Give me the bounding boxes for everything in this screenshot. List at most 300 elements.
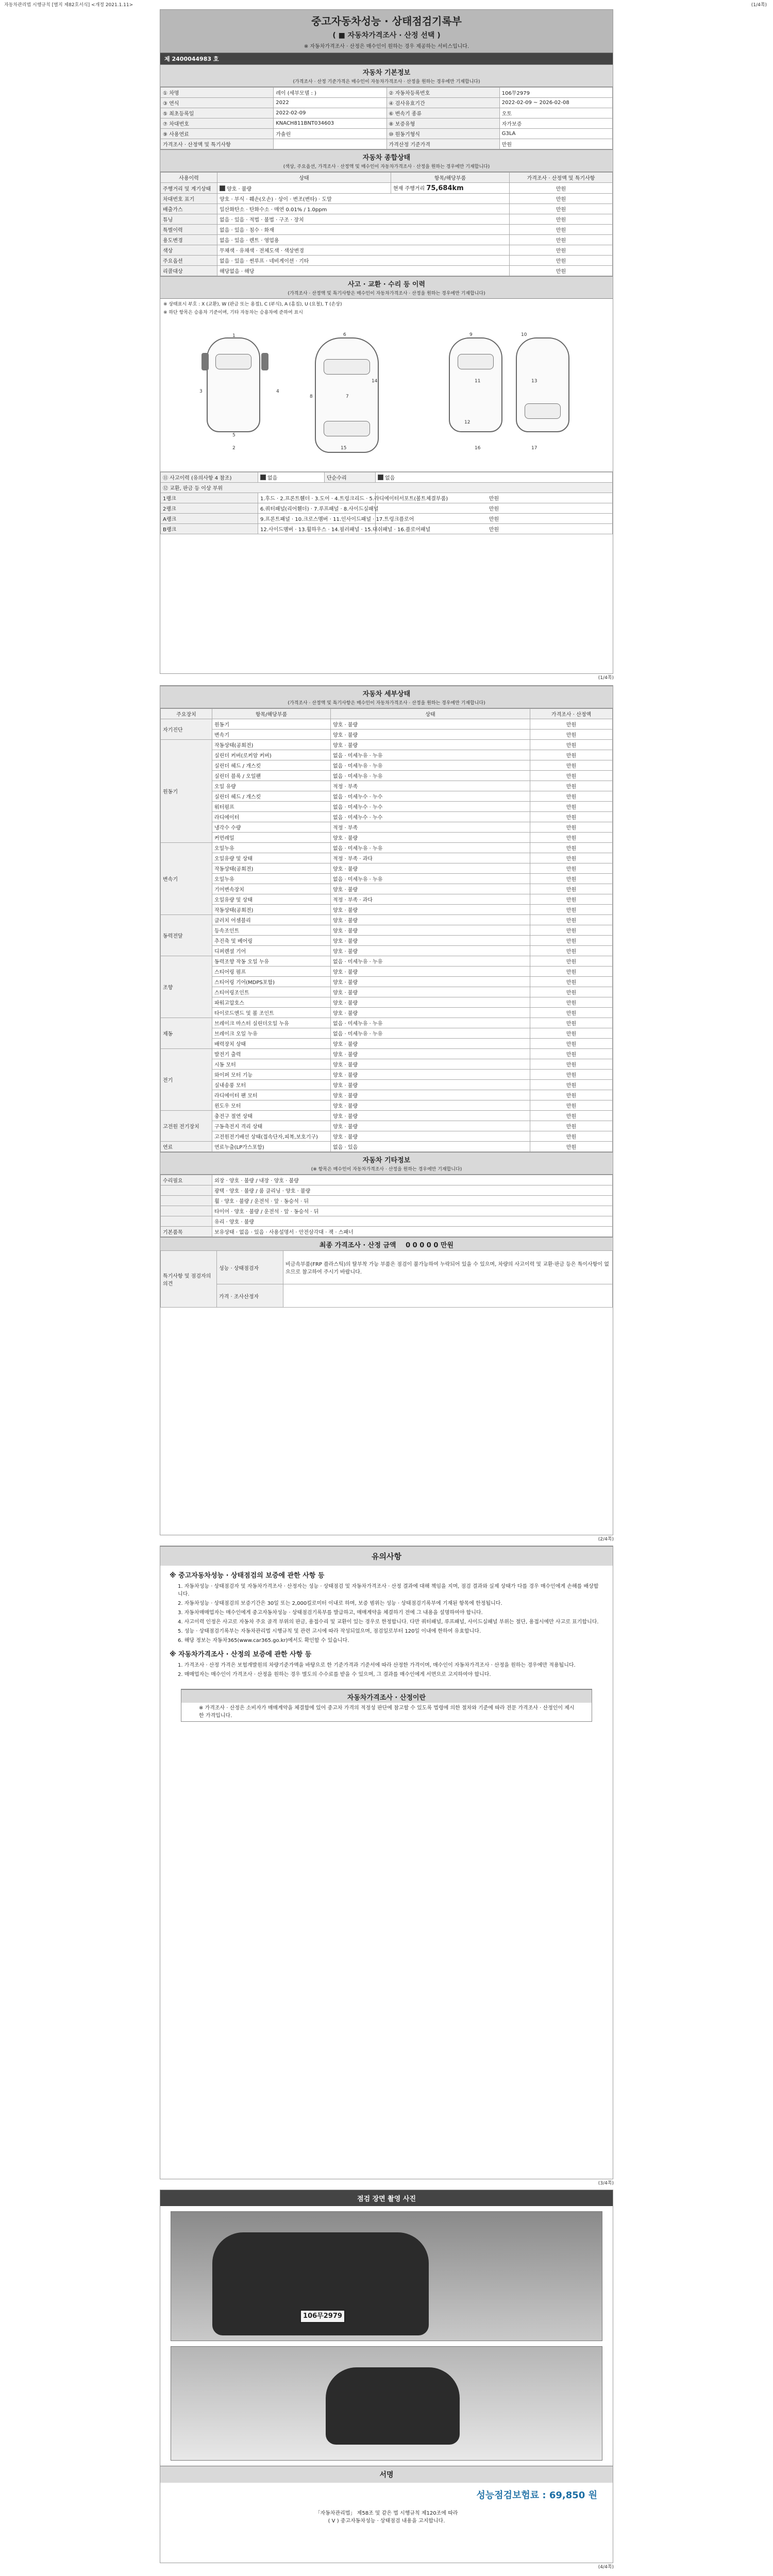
overall-table	[160, 172, 613, 276]
detail-row	[161, 1039, 613, 1049]
car-frame-front	[449, 337, 502, 432]
other-value: 보유상태 · 없음 · 있음 · 사용설명서 · 안전삼각대 · 잭 · 스패너	[212, 1227, 613, 1237]
basic-value: 자가보증	[499, 118, 612, 129]
detail-item: 발전기 출력	[212, 1049, 331, 1059]
appraisal-definition-box	[181, 1689, 592, 1722]
detail-group: 자기진단	[161, 719, 212, 740]
detail-item: 실린더 헤드 / 개스킷	[212, 791, 331, 802]
detail-state: 양호 · 불량	[331, 1070, 530, 1080]
detail-amount: 만원	[530, 853, 613, 863]
detail-item: 라디에이터	[212, 812, 331, 822]
detail-item: 원동기	[212, 719, 331, 730]
detail-item: 변속기	[212, 730, 331, 740]
detail-group: 제동	[161, 1018, 212, 1049]
detail-state: 없음 · 미세누유 · 누유	[331, 843, 530, 853]
notice-paragraph: 5. 성능 · 상태점검기록부는 자동차관리법 시행규칙 및 관련 고시에 따라 작성되었으며, 점검일로부터 120일 이내에 한하여 유효합니다.	[178, 1629, 481, 1634]
page-4	[160, 2190, 614, 2570]
detail-amount: 만원	[530, 771, 613, 781]
detail-row	[161, 1028, 613, 1039]
detail-state: 양호 · 불량	[331, 967, 530, 977]
detail-row	[161, 1070, 613, 1080]
overall-col-header: 상태	[217, 173, 391, 183]
detail-amount: 만원	[530, 987, 613, 997]
detail-amount: 만원	[530, 1018, 613, 1028]
overall-state: 없음 · 있음 · 썬루프 · 네비게이션 · 기타	[217, 256, 510, 266]
detail-row	[161, 1080, 613, 1090]
notice-paragraphs-1	[160, 1583, 613, 1645]
appraiser-label: 가격 · 조사산정자	[217, 1284, 283, 1308]
detail-amount: 만원	[530, 1028, 613, 1039]
signature-title: 서명	[160, 2466, 613, 2483]
detail-row	[161, 987, 613, 997]
document-number	[160, 53, 613, 64]
basic-value	[274, 139, 386, 149]
detail-item: 추진축 및 베어링	[212, 936, 331, 946]
final-price-amount: 0 0 0 0 0 만원	[406, 1242, 454, 1249]
notice-paragraph: 1. 자동차성능 · 상태점검자 및 자동차가격조사 · 산정자는 성능 · 상태점검 및 자동차가격조사 · 산정 결과에 대해 책임을 지며, 점검 결과와 실제 상태가 다를 경우 매수인에게 손해를 배상합니다.	[178, 1584, 599, 1597]
detail-row	[161, 1018, 613, 1028]
overall-label: 용도변경	[161, 235, 217, 245]
rank-amount: 만원	[376, 514, 613, 524]
other-value: 타이어 · 양호 · 불량 / 운전석 · 앞 · 동승석 · 뒤	[212, 1206, 613, 1216]
detail-row	[161, 822, 613, 833]
detail-item: 오일유량 및 상태	[212, 894, 331, 905]
detail-item: 오일유량 및 상태	[212, 853, 331, 863]
detail-note: (가격조사 · 산정액 및 특기사항은 매수인이 자동차가격조사 · 산정을 원하는 경우에만 기재합니다)	[160, 699, 613, 708]
overall-label: 차대번호 표기	[161, 194, 217, 204]
rank-row	[161, 493, 613, 503]
detail-row	[161, 781, 613, 791]
basic-row	[161, 88, 613, 98]
page-number-1: (1/4쪽)	[598, 675, 614, 681]
overall-state: 없음 · 있음 · 침수 · 화재	[217, 225, 510, 235]
other-title: 자동차 기타정보	[160, 1152, 613, 1165]
diagram-part-number: 3	[199, 389, 203, 394]
detail-row	[161, 730, 613, 740]
notice-title: 유의사항	[160, 1546, 613, 1566]
detail-row	[161, 884, 613, 894]
detail-amount: 만원	[530, 956, 613, 967]
overall-state: 해당없음 · 해당	[217, 266, 510, 276]
detail-state: 양호 · 불량	[331, 977, 530, 987]
detail-item: 워터펌프	[212, 802, 331, 812]
detail-row	[161, 1059, 613, 1070]
diagram-part-number: 10	[521, 332, 527, 337]
detail-group: 전기	[161, 1049, 212, 1111]
basic-value: 레이 (세부모델 : )	[274, 88, 386, 98]
detail-state: 양호 · 불량	[331, 740, 530, 750]
detail-row	[161, 719, 613, 730]
basic-label: ④ 검사유효기간	[386, 98, 499, 108]
overall-note: (색상, 주요옵션, 가격조사 · 산정액 및 매수인이 자동차가격조사 · 산정을 원하는 경우에만 기재합니다)	[160, 163, 613, 172]
overall-state: 양호 · 부식 · 훼손(오손) · 상이 · 변조(변타) · 도말	[217, 194, 510, 204]
overall-row	[161, 194, 613, 204]
detail-amount: 만원	[530, 1090, 613, 1100]
diagram-part-number: 7	[346, 394, 349, 399]
detail-item: 동력조향 작동 오일 누유	[212, 956, 331, 967]
page-number-2: (2/4쪽)	[598, 1537, 614, 1542]
other-value: 광택 · 양호 · 불량 / 룸 클리닝 · 양호 · 불량	[212, 1185, 613, 1196]
rank-amount: 만원	[376, 493, 613, 503]
page-2	[160, 685, 614, 1542]
car-diagram	[160, 317, 613, 472]
appraiser-comment	[283, 1284, 613, 1308]
document-subtitle: ( ■ 자동차가격조사 · 산정 선택 )	[332, 31, 441, 40]
license-plate: 106무2979	[300, 2310, 345, 2323]
detail-amount: 만원	[530, 1070, 613, 1080]
roof-glass-front	[324, 359, 370, 375]
repair-value: 없음	[376, 472, 613, 483]
detail-row	[161, 1090, 613, 1100]
detail-row	[161, 740, 613, 750]
overall-col-header: 가격조사 · 산정액 및 특기사항	[510, 173, 613, 183]
overall-amount: 만원	[510, 235, 613, 245]
rank-row	[161, 524, 613, 534]
detail-group: 원동기	[161, 740, 212, 843]
detail-state: 양호 · 불량	[331, 1008, 530, 1018]
basic-value: 2022-02-09 ~ 2026-02-08	[499, 98, 612, 108]
detail-amount: 만원	[530, 1131, 613, 1142]
detail-item: 스티어링 기어(MDPS포함)	[212, 977, 331, 987]
detail-item: 작동상태(공회전)	[212, 863, 331, 874]
detail-amount: 만원	[530, 1111, 613, 1121]
detail-state: 없음 · 미세누유 · 누유	[331, 1018, 530, 1028]
detail-row	[161, 1049, 613, 1059]
rank-amount: 만원	[376, 524, 613, 534]
basic-label: 가격조사 · 산정액 및 특기사항	[161, 139, 274, 149]
accident-summary-table	[160, 472, 613, 534]
roof-glass-rear	[324, 421, 370, 436]
detail-amount: 만원	[530, 977, 613, 987]
detail-amount: 만원	[530, 1142, 613, 1152]
detail-state: 양호 · 불량	[331, 936, 530, 946]
overall-amount: 만원	[510, 256, 613, 266]
diagram-part-number: 14	[372, 379, 378, 384]
form-page-indicator: (1/4쪽)	[751, 3, 767, 8]
car-photo-lift	[326, 2367, 460, 2445]
detail-item: 실린더 헤드 / 개스킷	[212, 760, 331, 771]
page-1	[160, 9, 614, 681]
basic-label: ⑦ 차대번호	[161, 118, 274, 129]
car-front-view	[207, 337, 260, 432]
detail-row	[161, 1142, 613, 1152]
detail-item: 커먼레일	[212, 833, 331, 843]
basic-row	[161, 108, 613, 118]
basic-label: ⑩ 원동기형식	[386, 129, 499, 139]
basic-row	[161, 118, 613, 129]
basic-label: ② 자동차등록번호	[386, 88, 499, 98]
accident-history-value: 없음	[258, 472, 325, 483]
notice-paragraph: 1. 가격조사 · 산정 가격은 보험개발원의 차량기준가액을 바탕으로 한 기준가격과 기준서에 따라 산정한 가격이며, 매수인이 자동차가격조사 · 산정을 원하는 경우에만 적용됩니다.	[178, 1663, 576, 1668]
form-legal-basis: 자동차관리법 시행규칙 [별지 제82호서식] <개정 2021.1.11>	[4, 3, 133, 8]
other-table	[160, 1175, 613, 1237]
detail-amount: 만원	[530, 997, 613, 1008]
detail-state: 적정 · 부족 · 과다	[331, 894, 530, 905]
detail-amount: 만원	[530, 905, 613, 915]
detail-state: 양호 · 불량	[331, 905, 530, 915]
detail-amount: 만원	[530, 1008, 613, 1018]
detail-col-header: 가격조사 · 산정액	[530, 709, 613, 719]
detail-item: 오일누유	[212, 843, 331, 853]
detail-row	[161, 863, 613, 874]
detail-row	[161, 1121, 613, 1131]
overall-amount: 만원	[510, 245, 613, 256]
detail-group: 동력전달	[161, 915, 212, 956]
rank-label: A랭크	[161, 514, 258, 524]
detail-state: 양호 · 불량	[331, 915, 530, 925]
notice-paragraph: 2. 매매업자는 매수인이 가격조사 · 산정을 원하는 경우 별도의 수수료를 받을 수 있으며, 그 결과를 매수인에게 서면으로 고지하여야 합니다.	[178, 1672, 491, 1677]
other-label: 수리필요	[161, 1175, 212, 1185]
overall-title: 자동차 종합상태	[160, 149, 613, 163]
basic-label: ⑧ 보증유형	[386, 118, 499, 129]
detail-item: 타이로드엔드 및 볼 조인트	[212, 1008, 331, 1018]
detail-state: 양호 · 불량	[331, 1121, 530, 1131]
detail-item: 배력장치 상태	[212, 1039, 331, 1049]
detail-group: 변속기	[161, 843, 212, 915]
detail-amount: 만원	[530, 863, 613, 874]
detail-state: 양호 · 불량	[331, 1059, 530, 1070]
frame-panel	[458, 354, 494, 369]
other-note: (※ 항목은 매수인이 자동차가격조사 · 산정을 원하는 경우에만 기재합니다)	[160, 1165, 613, 1175]
mileage-value: 75,684km	[426, 184, 464, 192]
detail-row	[161, 760, 613, 771]
detail-amount: 만원	[530, 874, 613, 884]
rank-row	[161, 514, 613, 524]
detail-row	[161, 967, 613, 977]
basic-value: G3LA	[499, 129, 612, 139]
overall-state: 없음 · 있음 · 렌트 · 영업용	[217, 235, 510, 245]
other-label: 기본품목	[161, 1227, 212, 1237]
diagram-part-number: 9	[469, 332, 473, 337]
mileage-label: 주행거리 및 계기상태	[161, 183, 217, 194]
detail-amount: 만원	[530, 781, 613, 791]
document-header	[160, 10, 613, 53]
rank-label: 1랭크	[161, 493, 258, 503]
detail-amount: 만원	[530, 1049, 613, 1059]
detail-state: 양호 · 불량	[331, 925, 530, 936]
detail-amount: 만원	[530, 750, 613, 760]
page-number-3: (3/4쪽)	[598, 2181, 614, 2186]
rank-label: B랭크	[161, 524, 258, 534]
diagram-part-number: 4	[276, 389, 279, 394]
basic-row	[161, 129, 613, 139]
detail-item: 등속조인트	[212, 925, 331, 936]
detail-amount: 만원	[530, 791, 613, 802]
detail-table	[160, 708, 613, 1152]
detail-group: 연료	[161, 1142, 212, 1152]
detail-col-header: 항목/해당부품	[212, 709, 331, 719]
fee-label: 성능점검보험료 :	[476, 2490, 546, 2501]
final-table	[160, 1250, 613, 1308]
detail-state: 없음 · 미세누수 · 누수	[331, 802, 530, 812]
appraisal-definition-title: 자동차가격조사 · 산정이란	[181, 1689, 592, 1703]
detail-item: 작동상태(공회전)	[212, 740, 331, 750]
rank-amount: 만원	[376, 503, 613, 514]
detail-state: 없음 · 미세누수 · 누수	[331, 812, 530, 822]
detail-state: 양호 · 불량	[331, 1111, 530, 1121]
detail-state: 양호 · 불량	[331, 997, 530, 1008]
detail-state: 양호 · 불량	[331, 863, 530, 874]
overall-row	[161, 225, 613, 235]
detail-state: 적정 · 부족 · 과다	[331, 853, 530, 863]
detail-row	[161, 977, 613, 987]
basic-label: ⑥ 변속기 종류	[386, 108, 499, 118]
basic-value: 만원	[499, 139, 612, 149]
other-row	[161, 1206, 613, 1216]
legal-footer-line-2: ( V ) 중고자동차성능 · 상태점검 내용을 고지합니다.	[328, 2518, 445, 2524]
detail-row	[161, 874, 613, 884]
detail-state: 양호 · 불량	[331, 1131, 530, 1142]
inspector-label: 성능 · 상태점검자	[217, 1251, 283, 1284]
other-row	[161, 1227, 613, 1237]
detail-group: 고전원 전기장치	[161, 1111, 212, 1142]
overall-col-header: 항목/해당부품	[391, 173, 510, 183]
detail-item: 라디에이터 팬 모터	[212, 1090, 331, 1100]
accident-legend-2: ※ 하단 항목은 승용차 기준이며, 기타 자동차는 승용차에 준하여 표시	[163, 310, 303, 315]
detail-amount: 만원	[530, 719, 613, 730]
detail-amount: 만원	[530, 822, 613, 833]
accident-legend: ※ 상태표시 부호 : X (교환), W (판금 또는 용접), C (부식), A (흠집), U (요철), T (손상)	[163, 302, 342, 307]
other-value: 유리 · 양호 · 불량	[212, 1216, 613, 1227]
detail-col-header: 상태	[331, 709, 530, 719]
detail-item: 브레이크 마스터 실린더오일 누유	[212, 1018, 331, 1028]
detail-row	[161, 1100, 613, 1111]
detail-row	[161, 997, 613, 1008]
detail-state: 양호 · 불량	[331, 1100, 530, 1111]
detail-group: 조향	[161, 956, 212, 1018]
detail-state: 양호 · 불량	[331, 884, 530, 894]
detail-row	[161, 812, 613, 822]
rank-parts: 12.사이드멤버 · 13.휠하우스 · 14.필러패널 · 15.대쉬패널 · 16.플로어패널	[258, 524, 376, 534]
detail-state: 없음 · 미세누수 · 누수	[331, 791, 530, 802]
basic-label: 가격산정 기준가격	[386, 139, 499, 149]
detail-amount: 만원	[530, 1059, 613, 1070]
inspection-fee	[160, 2483, 613, 2506]
basic-row	[161, 139, 613, 149]
overall-row	[161, 245, 613, 256]
document-title: 중고자동차성능 · 상태점검기록부	[311, 15, 462, 27]
basic-value: 2022-02-09	[274, 108, 386, 118]
other-label	[161, 1216, 212, 1227]
form-header-line	[0, 0, 773, 7]
other-label	[161, 1185, 212, 1196]
overall-label: 튜닝	[161, 214, 217, 225]
notice-heading-1: ※ 중고자동차성능 · 상태점검의 보증에 관한 사항 등	[170, 1572, 325, 1580]
basic-value: 2022	[274, 98, 386, 108]
detail-amount: 만원	[530, 894, 613, 905]
detail-row	[161, 915, 613, 925]
detail-item: 구동축전지 격리 상태	[212, 1121, 331, 1131]
doc-no-label: 제	[164, 56, 170, 62]
basic-info-table	[160, 87, 613, 149]
overall-row	[161, 235, 613, 245]
detail-amount: 만원	[530, 1039, 613, 1049]
detail-amount: 만원	[530, 925, 613, 936]
detail-state: 적정 · 부족	[331, 822, 530, 833]
detail-amount: 만원	[530, 812, 613, 822]
detail-state: 없음 · 미세누유 · 누유	[331, 956, 530, 967]
detail-amount: 만원	[530, 802, 613, 812]
basic-label: ⑤ 최초등록일	[161, 108, 274, 118]
detail-item: 파워고압호스	[212, 997, 331, 1008]
diagram-part-number: 6	[343, 332, 346, 337]
detail-title: 자동차 세부상태	[160, 686, 613, 699]
detail-amount: 만원	[530, 1080, 613, 1090]
detail-item: 냉각수 수량	[212, 822, 331, 833]
overall-state: 무채색 · 유채색 · 전체도색 · 색상변경	[217, 245, 510, 256]
other-value: 휠 · 양호 · 불량 / 운전석 · 앞 · 동승석 · 뒤	[212, 1196, 613, 1206]
mileage-amount: 만원	[510, 183, 613, 194]
other-label	[161, 1206, 212, 1216]
detail-item: 스티어링조인트	[212, 987, 331, 997]
detail-item: 기어변속장치	[212, 884, 331, 894]
basic-value: 106무2979	[499, 88, 612, 98]
overall-label: 배출가스	[161, 204, 217, 214]
detail-row	[161, 771, 613, 781]
diagram-part-number: 1	[232, 333, 236, 338]
diagram-part-number: 12	[464, 420, 470, 425]
overall-row	[161, 256, 613, 266]
notice-paragraph: 4. 사고이력 인정은 사고로 자동차 주요 골격 부위의 판금, 용접수리 및 교환이 있는 경우로 한정합니다. 다만 쿼터패널, 루프패널, 사이드실패널 부위는 절단, 용접시에만 사고로 표기합니다.	[178, 1619, 599, 1625]
detail-item: 실린더 커버(로커암 커버)	[212, 750, 331, 760]
overall-amount: 만원	[510, 266, 613, 276]
car-frame-rear	[516, 337, 569, 432]
detail-row	[161, 853, 613, 863]
wheel-fl	[201, 353, 209, 370]
detail-amount: 만원	[530, 760, 613, 771]
outer-damage-label: ⑫ 교환, 판금 등 이상 부위	[161, 483, 613, 493]
detail-row	[161, 905, 613, 915]
detail-amount: 만원	[530, 936, 613, 946]
repair-label: 단순수리	[325, 472, 376, 483]
page-3	[160, 1546, 614, 2186]
rank-parts: 6.쿼터패널(리어휀더) · 7.루프패널 · 8.사이드실패널	[258, 503, 376, 514]
detail-item: 스티어링 펌프	[212, 967, 331, 977]
detail-amount: 만원	[530, 884, 613, 894]
diagram-part-number: 2	[232, 446, 236, 451]
appraisal-definition-text: ※ 가격조사 · 산정은 소비자가 매매계약을 체결함에 있어 중고차 가격의 적정성 판단에 참고할 수 있도록 법령에 의한 절차와 기준에 따라 전문 가격조사 · 산정인이 제시한 가격입니다.	[199, 1705, 575, 1719]
overall-label: 리콜대상	[161, 266, 217, 276]
detail-item: 와이퍼 모터 기능	[212, 1070, 331, 1080]
detail-amount: 만원	[530, 740, 613, 750]
detail-state: 양호 · 불량	[331, 719, 530, 730]
detail-state: 없음 · 있음	[331, 1142, 530, 1152]
detail-state: 양호 · 불량	[331, 1049, 530, 1059]
diagram-part-number: 16	[475, 446, 481, 451]
frame-rear-panel	[525, 403, 561, 419]
detail-item: 윈도우 모터	[212, 1100, 331, 1111]
detail-state: 없음 · 미세누유 · 누유	[331, 771, 530, 781]
basic-info-note: (가격조사 · 산정 기준가격은 매수인이 자동차가격조사 · 산정을 원하는 경우에만 기재합니다)	[160, 78, 613, 87]
detail-state: 없음 · 미세누유 · 누유	[331, 760, 530, 771]
detail-state: 적정 · 부족	[331, 781, 530, 791]
notice-paragraph: 3. 자동차매매업자는 매수인에게 중고자동차성능 · 상태점검기록부를 발급하고, 매매계약을 체결하기 전에 그 내용을 설명하여야 합니다.	[178, 1610, 483, 1616]
detail-state: 없음 · 미세누유 · 누유	[331, 1028, 530, 1039]
diagram-part-number: 17	[531, 446, 537, 451]
detail-item: 디퍼렌셜 기어	[212, 946, 331, 956]
overall-amount: 만원	[510, 214, 613, 225]
detail-item: 브레이크 오일 누유	[212, 1028, 331, 1039]
basic-label: ⑨ 사용연료	[161, 129, 274, 139]
overall-row	[161, 266, 613, 276]
detail-item: 시동 모터	[212, 1059, 331, 1070]
detail-item: 오일 유량	[212, 781, 331, 791]
overall-state: 없음 · 있음 · 적법 · 불법 · 구조 · 장치	[217, 214, 510, 225]
detail-item: 충전구 절연 상태	[212, 1111, 331, 1121]
basic-label: ③ 연식	[161, 98, 274, 108]
notice-paragraph: 6. 해당 정보는 자동차365(www.car365.go.kr)에서도 확인할 수 있습니다.	[178, 1638, 349, 1643]
doc-no-value: 2400044983	[172, 56, 212, 62]
